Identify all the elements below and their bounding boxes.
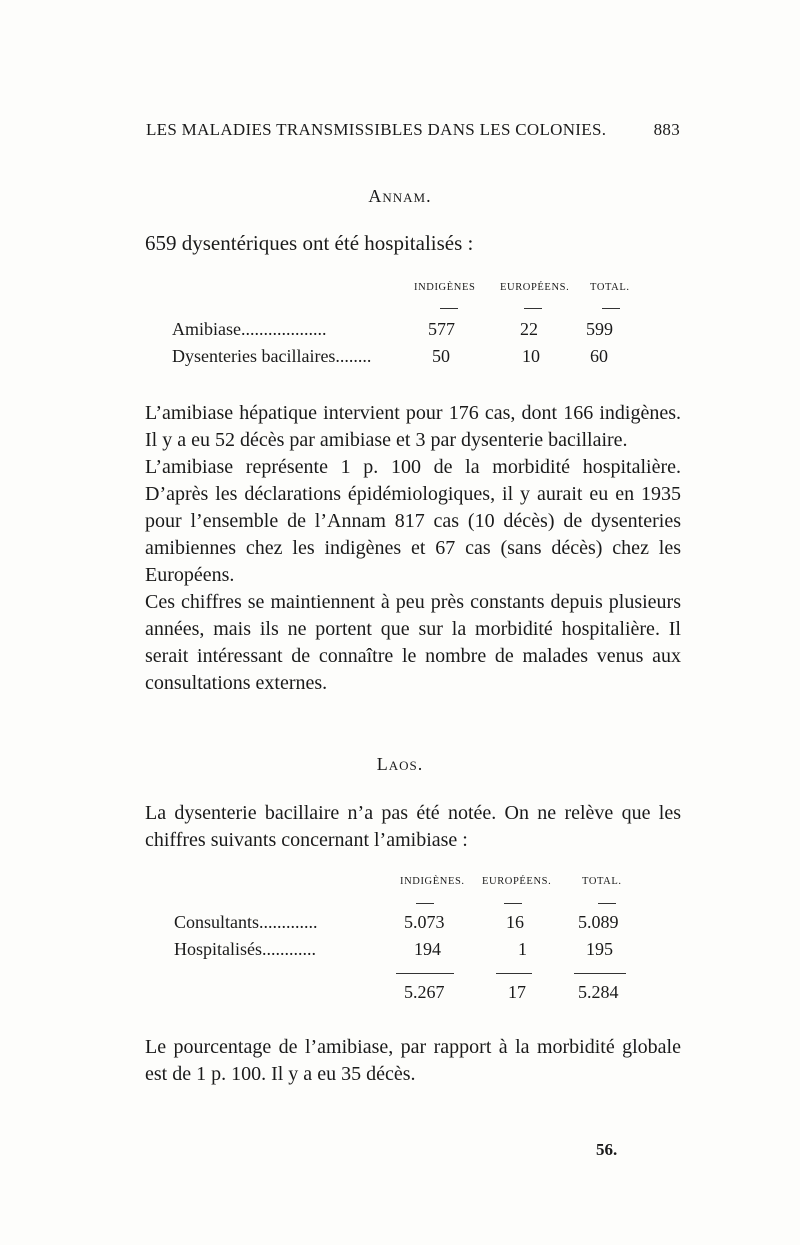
annam-intro-text: 659 dysentériques ont été hospitalisés : (145, 231, 474, 255)
table-cell: 50 (432, 346, 450, 366)
laos-dash (416, 903, 434, 904)
laos-col-europeens: EUROPÉENS. (482, 876, 552, 887)
laos-closing-text: Le pourcentage de l’amibiase, par rapport à la morbidité globale est de 1 p. 100. Il y a eu 35 décès. (145, 1036, 681, 1085)
signature-mark: 56. (596, 1140, 618, 1159)
table-row-label: Consultants............. (174, 912, 318, 932)
sum-rule (496, 973, 532, 974)
annam-paragraph: L’amibiase représente 1 p. 100 de la morbidité hospitalière. D’après les déclarations épidémiologiques, il y aurait eu en 1935 pour l’ensemble de l’Annam 817 cas (10 décès) de dysenteries amibiennes chez les indigènes et 67 cas (sans décès) chez les Européens. (145, 456, 681, 586)
annam-intro (145, 230, 681, 257)
table-row-label: Amibiase................... (172, 319, 327, 339)
annam-col-total: TOTAL. (590, 282, 630, 293)
annam-body (145, 400, 681, 697)
table-cell: 577 (428, 319, 455, 339)
table-total: 5.284 (578, 982, 619, 1002)
sum-rule (396, 973, 454, 974)
annam-paragraph: Ces chiffres se maintiennent à peu près constants depuis plusieurs années, mais ils ne portent que sur la morbidité hospitalière. Il serait intéressant de connaître le nombre de malades venus aux consultations externes. (145, 591, 681, 694)
table-cell: 195 (586, 939, 613, 959)
page-number: 883 (653, 120, 680, 139)
laos-col-total: TOTAL. (582, 876, 622, 887)
section-title-annam: Annam. (368, 186, 432, 206)
annam-dash (440, 308, 458, 309)
laos-dash (504, 903, 522, 904)
sum-rule (574, 973, 626, 974)
laos-closing (145, 1034, 681, 1088)
annam-dash (524, 308, 542, 309)
annam-dash (602, 308, 620, 309)
table-cell: 1 (518, 939, 527, 959)
laos-col-indigenes: INDIGÈNES. (400, 876, 465, 887)
table-cell: 194 (414, 939, 441, 959)
running-title: LES MALADIES TRANSMISSIBLES DANS LES COLONIES. (146, 120, 607, 139)
table-cell: 22 (520, 319, 538, 339)
table-cell: 16 (506, 912, 524, 932)
annam-col-europeens: EUROPÉENS. (500, 282, 570, 293)
table-row-label: Dysenteries bacillaires........ (172, 346, 372, 366)
table-total: 5.267 (404, 982, 445, 1002)
laos-intro (145, 800, 681, 854)
annam-paragraph: L’amibiase hépatique intervient pour 176 cas, dont 166 indigènes. Il y a eu 52 décès par amibiase et 3 par dysenterie bacillaire. (145, 402, 681, 451)
section-title-laos: Laos. (376, 754, 424, 774)
laos-intro-text: La dysenterie bacillaire n’a pas été notée. On ne relève que les chiffres suivants concernant l’amibiase : (145, 802, 681, 851)
table-cell: 5.073 (404, 912, 445, 932)
table-row-label: Hospitalisés............ (174, 939, 316, 959)
laos-dash (598, 903, 616, 904)
table-cell: 5.089 (578, 912, 619, 932)
table-cell: 599 (586, 319, 613, 339)
running-header (146, 120, 680, 140)
table-cell: 60 (590, 346, 608, 366)
table-total: 17 (508, 982, 526, 1002)
annam-col-indigenes: INDIGÈNES (414, 282, 476, 293)
table-cell: 10 (522, 346, 540, 366)
